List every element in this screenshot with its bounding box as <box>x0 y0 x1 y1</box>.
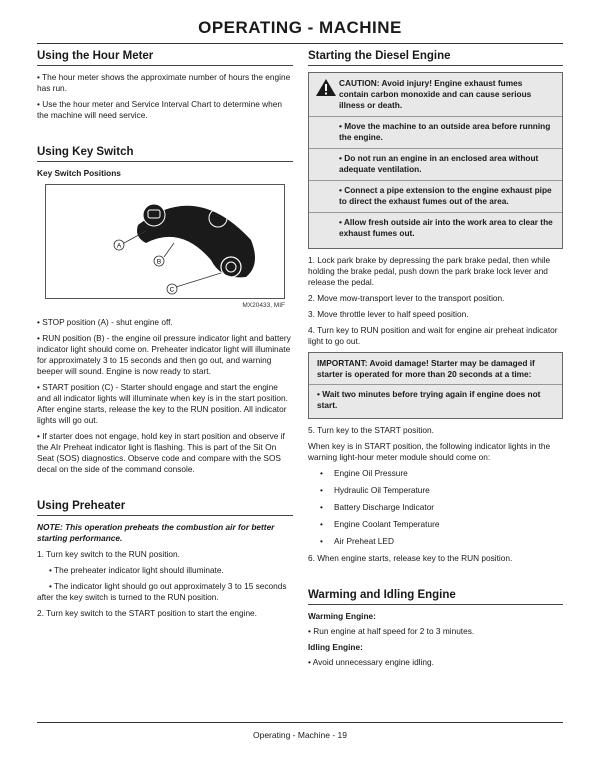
important-box <box>308 352 563 419</box>
left-column <box>37 50 293 624</box>
key-switch-para: • START position (C) - Starter should engage and start the engine and all indicator lights will illuminate when key is in the start position. After engine starts, release the key to the RUN position. All indicator lights will go out. <box>37 382 288 425</box>
warming-heading: Warming and Idling Engine <box>308 589 563 605</box>
idling-subheading: Idling Engine: <box>308 642 363 652</box>
hour-meter-heading: Using the Hour Meter <box>37 50 293 66</box>
caution-text: • Allow fresh outside air into the work area to clear the exhaust fumes out. <box>339 217 553 238</box>
list-item: • Air Preheat LED <box>308 536 563 547</box>
label-b: B <box>156 258 162 266</box>
preheater-step: 2. Turn key switch to the START position to start the engine. <box>37 608 257 618</box>
footer-rule <box>37 722 563 723</box>
idling-text: • Avoid unnecessary engine idling. <box>308 657 434 667</box>
preheater-step: 1. Turn key switch to the RUN position. <box>37 549 180 559</box>
key-switch-para: • RUN position (B) - the engine oil pressure indicator light and battery indicator light should come on. Preheater indicator light will illuminate for approximately 3 to 15 seconds and then go out, and warning beeper will sound. Engine is now ready to start. <box>37 333 291 376</box>
lights-intro: When key is in START position, the following indicator lights in the warning light-hour meter module should come on: <box>308 441 551 462</box>
list-item: • Battery Discharge Indicator <box>308 502 563 513</box>
diesel-step: 1. Lock park brake by depressing the park brake pedal, then while holding the brake pedal, push down the park brake lock lever and release the pedal. <box>308 255 551 287</box>
diesel-step: 2. Move mow-transport lever to the transport position. <box>308 293 505 303</box>
figure-caption: MX20433, MIF <box>242 302 285 309</box>
key-switch-heading: Using Key Switch <box>37 146 293 162</box>
key-switch-subheading: Key Switch Positions <box>37 168 121 178</box>
list-item: • Engine Coolant Temperature <box>308 519 563 530</box>
list-item: • Engine Oil Pressure <box>308 468 563 479</box>
caution-text: • Move the machine to an outside area before running the engine. <box>339 121 551 142</box>
key-switch-para: • STOP position (A) - shut engine off. <box>37 317 173 327</box>
preheater-item: • The preheater indicator light should illuminate. <box>49 565 224 575</box>
page-title: OPERATING - MACHINE <box>198 18 402 37</box>
important-text: IMPORTANT: Avoid damage! Starter may be damaged if starter is operated for more than 20 seconds at a time: <box>317 358 535 379</box>
important-text: • Wait two minutes before trying again if engine does not start. <box>317 389 541 410</box>
warming-text: • Run engine at half speed for 2 to 3 minutes. <box>308 626 475 636</box>
right-column <box>308 50 563 673</box>
label-a: A <box>116 242 122 250</box>
caution-box <box>308 72 563 249</box>
diesel-step: 5. Turn key to the START position. <box>308 425 434 435</box>
diesel-step: 6. When engine starts, release key to the RUN position. <box>308 553 513 563</box>
list-item: • Hydraulic Oil Temperature <box>308 485 563 496</box>
caution-text: CAUTION: Avoid injury! Engine exhaust fumes contain carbon monoxide and can cause serious illness or death. <box>339 78 532 110</box>
label-c: C <box>169 286 175 294</box>
diesel-step: 4. Turn key to RUN position and wait for engine air preheat indicator light to go out. <box>308 325 558 346</box>
diesel-heading: Starting the Diesel Engine <box>308 50 563 66</box>
preheater-item: • The indicator light should go out approximately 3 to 15 seconds after the key switch is turned to the RUN position. <box>37 581 287 602</box>
indicator-lights-list <box>308 468 563 547</box>
warning-triangle-icon <box>315 78 337 97</box>
hour-meter-para: • The hour meter shows the approximate number of hours the engine has run. <box>37 72 291 93</box>
preheater-note: NOTE: This operation preheats the combustion air for better starting performance. <box>37 522 275 543</box>
warming-subheading: Warming Engine: <box>308 611 376 621</box>
title-rule <box>37 43 563 44</box>
key-switch-figure <box>45 184 285 299</box>
hour-meter-para: • Use the hour meter and Service Interval Chart to determine when the machine will need service. <box>37 99 283 120</box>
page-footer: Operating - Machine - 19 <box>252 730 348 740</box>
key-switch-diagram <box>46 185 286 300</box>
diesel-step: 3. Move throttle lever to half speed position. <box>308 309 469 319</box>
caution-text: • Connect a pipe extension to the engine exhaust pipe to direct the exhaust fumes out of the area. <box>339 185 552 206</box>
preheater-heading: Using Preheater <box>37 500 293 516</box>
caution-text: • Do not run an engine in an enclosed area without adequate ventilation. <box>339 153 539 174</box>
key-switch-para: • If starter does not engage, hold key in start position and observe if the AIr Preheat indicator light is flashing. This is part of the Sit On Seat (SOS) diagnostics. Observe code and compare with the SOS decal on the side of the command console. <box>37 431 285 474</box>
